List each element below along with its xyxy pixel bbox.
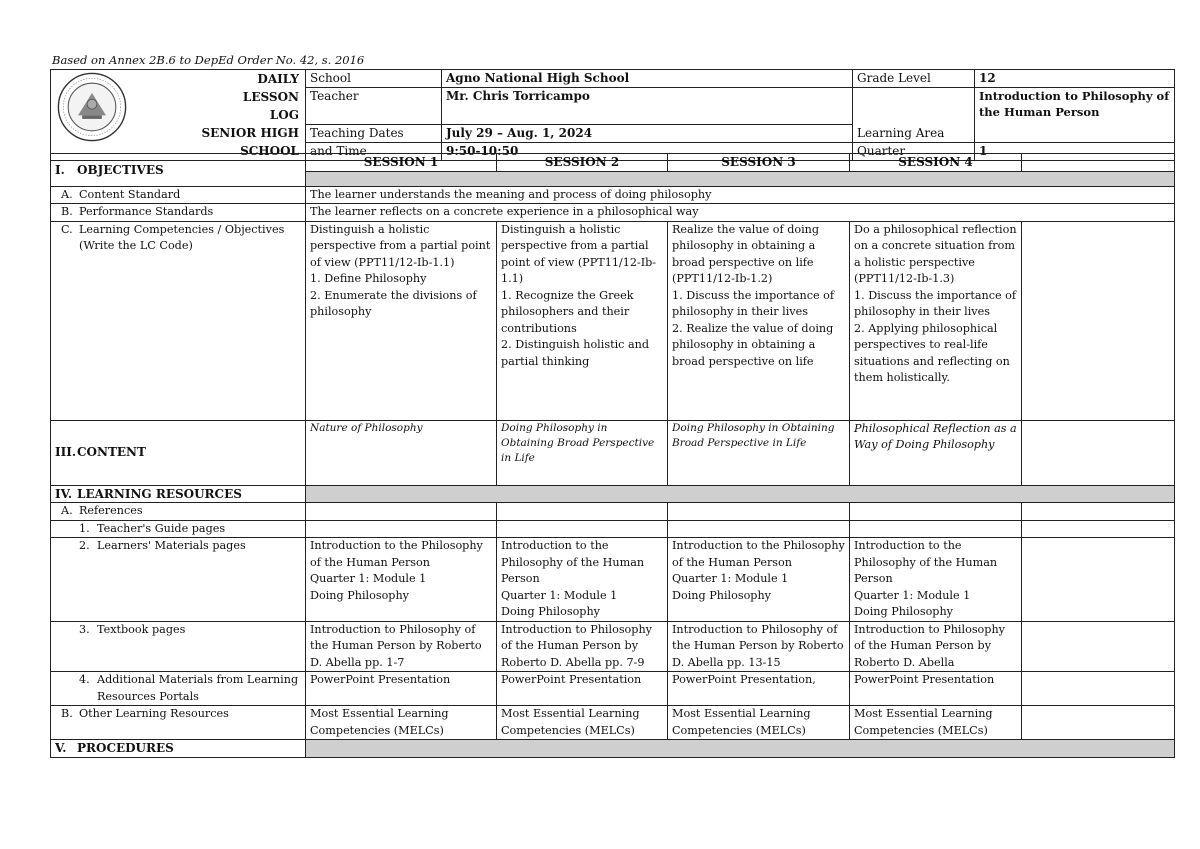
content-session-3: Doing Philosophy in Obtaining Broad Perspective in Life: [668, 420, 850, 485]
competencies-session-3: Realize the value of doing philosophy in obtaining a broad perspective on life (PPT11/12-Ib-1.2) 1. Discuss the importance of philosophy in their lives 2. Realize the value of doing philosophy in obtaining a broad perspective on life: [668, 221, 850, 420]
teaching-dates-label: Teaching Dates: [306, 125, 442, 143]
other-session-4: Most Essential Learning Competencies (MELCs): [850, 706, 1022, 740]
competencies-session-2: Distinguish a holistic perspective from a partial point of view (PPT11/12-Ib-1.1) 1. Recognize the Greek philosophers and their contributions 2. Distinguish holistic and partial thinking: [497, 221, 668, 420]
references-session-1: [306, 503, 497, 521]
textbook-num: 3.: [79, 622, 90, 636]
am-session-3: PowerPoint Presentation,: [668, 672, 850, 706]
competencies-session-4: Do a philosophical reflection on a concrete situation from a holistic perspective (PPT11/12-Ib-1.3) 1. Discuss the importance of philosophy in their lives 2. Applying philosophical perspectives to real-life situations and reflecting on them holistically.: [850, 221, 1022, 420]
learners-materials-label: [51, 538, 306, 622]
performance-standard-label: [51, 204, 306, 222]
school-label: School: [306, 70, 442, 88]
teacher-label: Teacher: [306, 88, 442, 125]
tb-session-1: Introduction to Philosophy of the Human Person by Roberto D. Abella pp. 1-7: [306, 621, 497, 672]
session-1-header: SESSION 1: [306, 154, 497, 172]
objectives-title: OBJECTIVES: [77, 162, 164, 177]
learners-materials-title: Learners' Materials pages: [97, 539, 246, 552]
textbook-title: Textbook pages: [97, 622, 186, 636]
title-line-daily: DAILY: [257, 72, 299, 86]
references-session-4: [850, 503, 1022, 521]
content-session-1: Nature of Philosophy: [306, 420, 497, 485]
content-session-5: [1022, 420, 1175, 485]
learners-materials-num: 2.: [79, 539, 90, 552]
teaching-dates-value: July 29 – Aug. 1, 2024: [442, 125, 853, 143]
competencies-session-1: Distinguish a holistic perspective from a partial point of view (PPT11/12-Ib-1.1) 1. Define Philosophy 2. Enumerate the divisions of philosophy: [306, 221, 497, 420]
learning-resources-title: LEARNING RESOURCES: [77, 486, 242, 501]
teachers-guide-num: 1.: [79, 521, 90, 535]
performance-standard-title: Performance Standards: [79, 205, 214, 218]
header-table: [50, 69, 1175, 161]
title-line-log: LOG: [269, 108, 299, 122]
deped-seal-cell: [51, 70, 141, 161]
other-session-1: Most Essential Learning Competencies (MELCs): [306, 706, 497, 740]
references-session-3: [668, 503, 850, 521]
content-num: III.: [55, 445, 77, 460]
learning-resources-num: IV.: [55, 486, 73, 501]
tb-session-4: Introduction to Philosophy of the Human Person by Roberto D. Abella: [850, 621, 1022, 672]
additional-materials-label: [51, 672, 306, 706]
session-2-header: SESSION 2: [497, 154, 668, 172]
references-letter: A.: [61, 504, 73, 517]
procedures-heading: [51, 740, 306, 758]
session-4-header: SESSION 4: [850, 154, 1022, 172]
other-resources-letter: B.: [61, 707, 73, 720]
time-value: 9:50-10:50: [442, 143, 853, 161]
objectives-num: I.: [55, 162, 65, 177]
tb-session-2: Introduction to Philosophy of the Human Person by Roberto D. Abella pp. 7-9: [497, 621, 668, 672]
quarter-value: 1: [975, 143, 1175, 161]
additional-materials-num: 4.: [79, 673, 90, 686]
procedures-num: V.: [55, 741, 67, 755]
tg-session-5: [1022, 520, 1175, 538]
title-line-shs: SENIOR HIGH SCHOOL: [201, 126, 299, 158]
competencies-session-5: [1022, 221, 1175, 420]
session-5-header: [1022, 154, 1175, 172]
tg-session-2: [497, 520, 668, 538]
grade-level-label: Grade Level: [853, 70, 975, 88]
lm-session-1: Introduction to the Philosophy of the Human Person Quarter 1: Module 1 Doing Philosophy: [306, 538, 497, 622]
content-heading: [51, 420, 306, 485]
performance-standard-value: The learner reflects on a concrete experience in a philosophical way: [306, 204, 1175, 222]
teacher-value: Mr. Chris Torricampo: [442, 88, 853, 125]
content-session-4: Philosophical Reflection as a Way of Doing Philosophy: [850, 420, 1022, 485]
tb-session-5: [1022, 621, 1175, 672]
objectives-shaded-row: [306, 171, 1175, 186]
learning-competencies-label: [51, 221, 306, 420]
learning-resources-heading: [51, 485, 306, 503]
dll-title: [141, 70, 306, 161]
additional-materials-title: Additional Materials from Learning Resources Portals: [97, 673, 299, 703]
performance-standard-letter: B.: [61, 205, 73, 218]
tg-session-4: [850, 520, 1022, 538]
references-title: References: [79, 504, 143, 517]
textbook-label: [51, 621, 306, 672]
lesson-log-table: [50, 153, 1175, 758]
teachers-guide-label: [51, 520, 306, 538]
procedures-shaded-row: [306, 740, 1175, 758]
learning-area-label: Learning Area: [853, 88, 975, 143]
teachers-guide-title: Teacher's Guide pages: [97, 521, 226, 535]
lm-session-2: Introduction to the Philosophy of the Human Person Quarter 1: Module 1 Doing Philosophy: [497, 538, 668, 622]
other-session-3: Most Essential Learning Competencies (MELCs): [668, 706, 850, 740]
tg-session-3: [668, 520, 850, 538]
references-session-2: [497, 503, 668, 521]
learning-competencies-letter: C.: [61, 222, 73, 236]
title-line-lesson: LESSON: [242, 90, 299, 104]
other-resources-label: [51, 706, 306, 740]
content-standard-title: Content Standard: [79, 187, 181, 201]
am-session-2: PowerPoint Presentation: [497, 672, 668, 706]
content-standard-value: The learner understands the meaning and process of doing philosophy: [306, 186, 1175, 204]
other-resources-title: Other Learning Resources: [79, 707, 229, 720]
content-standard-letter: A.: [61, 187, 73, 201]
lm-session-3: Introduction to the Philosophy of the Human Person Quarter 1: Module 1 Doing Philosophy: [668, 538, 850, 622]
references-label: [51, 503, 306, 521]
other-session-2: Most Essential Learning Competencies (MELCs): [497, 706, 668, 740]
content-standard-label: [51, 186, 306, 204]
content-title: CONTENT: [77, 445, 146, 460]
grade-level-value: 12: [975, 70, 1175, 88]
content-session-2: Doing Philosophy in Obtaining Broad Perspective in Life: [497, 420, 668, 485]
am-session-5: [1022, 672, 1175, 706]
objectives-heading: [51, 154, 306, 187]
quarter-label: Quarter: [853, 143, 975, 161]
tb-session-3: Introduction to Philosophy of the Human Person by Roberto D. Abella pp. 13-15: [668, 621, 850, 672]
learning-area-value: Introduction to Philosophy of the Human Person: [975, 88, 1175, 143]
procedures-title: PROCEDURES: [77, 741, 174, 755]
references-session-5: [1022, 503, 1175, 521]
time-label: and Time: [306, 143, 442, 161]
tg-session-1: [306, 520, 497, 538]
other-session-5: [1022, 706, 1175, 740]
am-session-1: PowerPoint Presentation: [306, 672, 497, 706]
lm-session-5: [1022, 538, 1175, 622]
school-value: Agno National High School: [442, 70, 853, 88]
learning-resources-shaded-row: [306, 485, 1175, 503]
am-session-4: PowerPoint Presentation: [850, 672, 1022, 706]
deped-seal-icon: [57, 72, 127, 142]
learning-competencies-title: Learning Competencies / Objectives (Write the LC Code): [79, 222, 285, 252]
lm-session-4: Introduction to the Philosophy of the Human Person Quarter 1: Module 1 Doing Philosophy: [850, 538, 1022, 622]
session-3-header: SESSION 3: [668, 154, 850, 172]
annex-note: Based on Annex 2B.6 to DepEd Order No. 42, s. 2016: [52, 53, 365, 67]
